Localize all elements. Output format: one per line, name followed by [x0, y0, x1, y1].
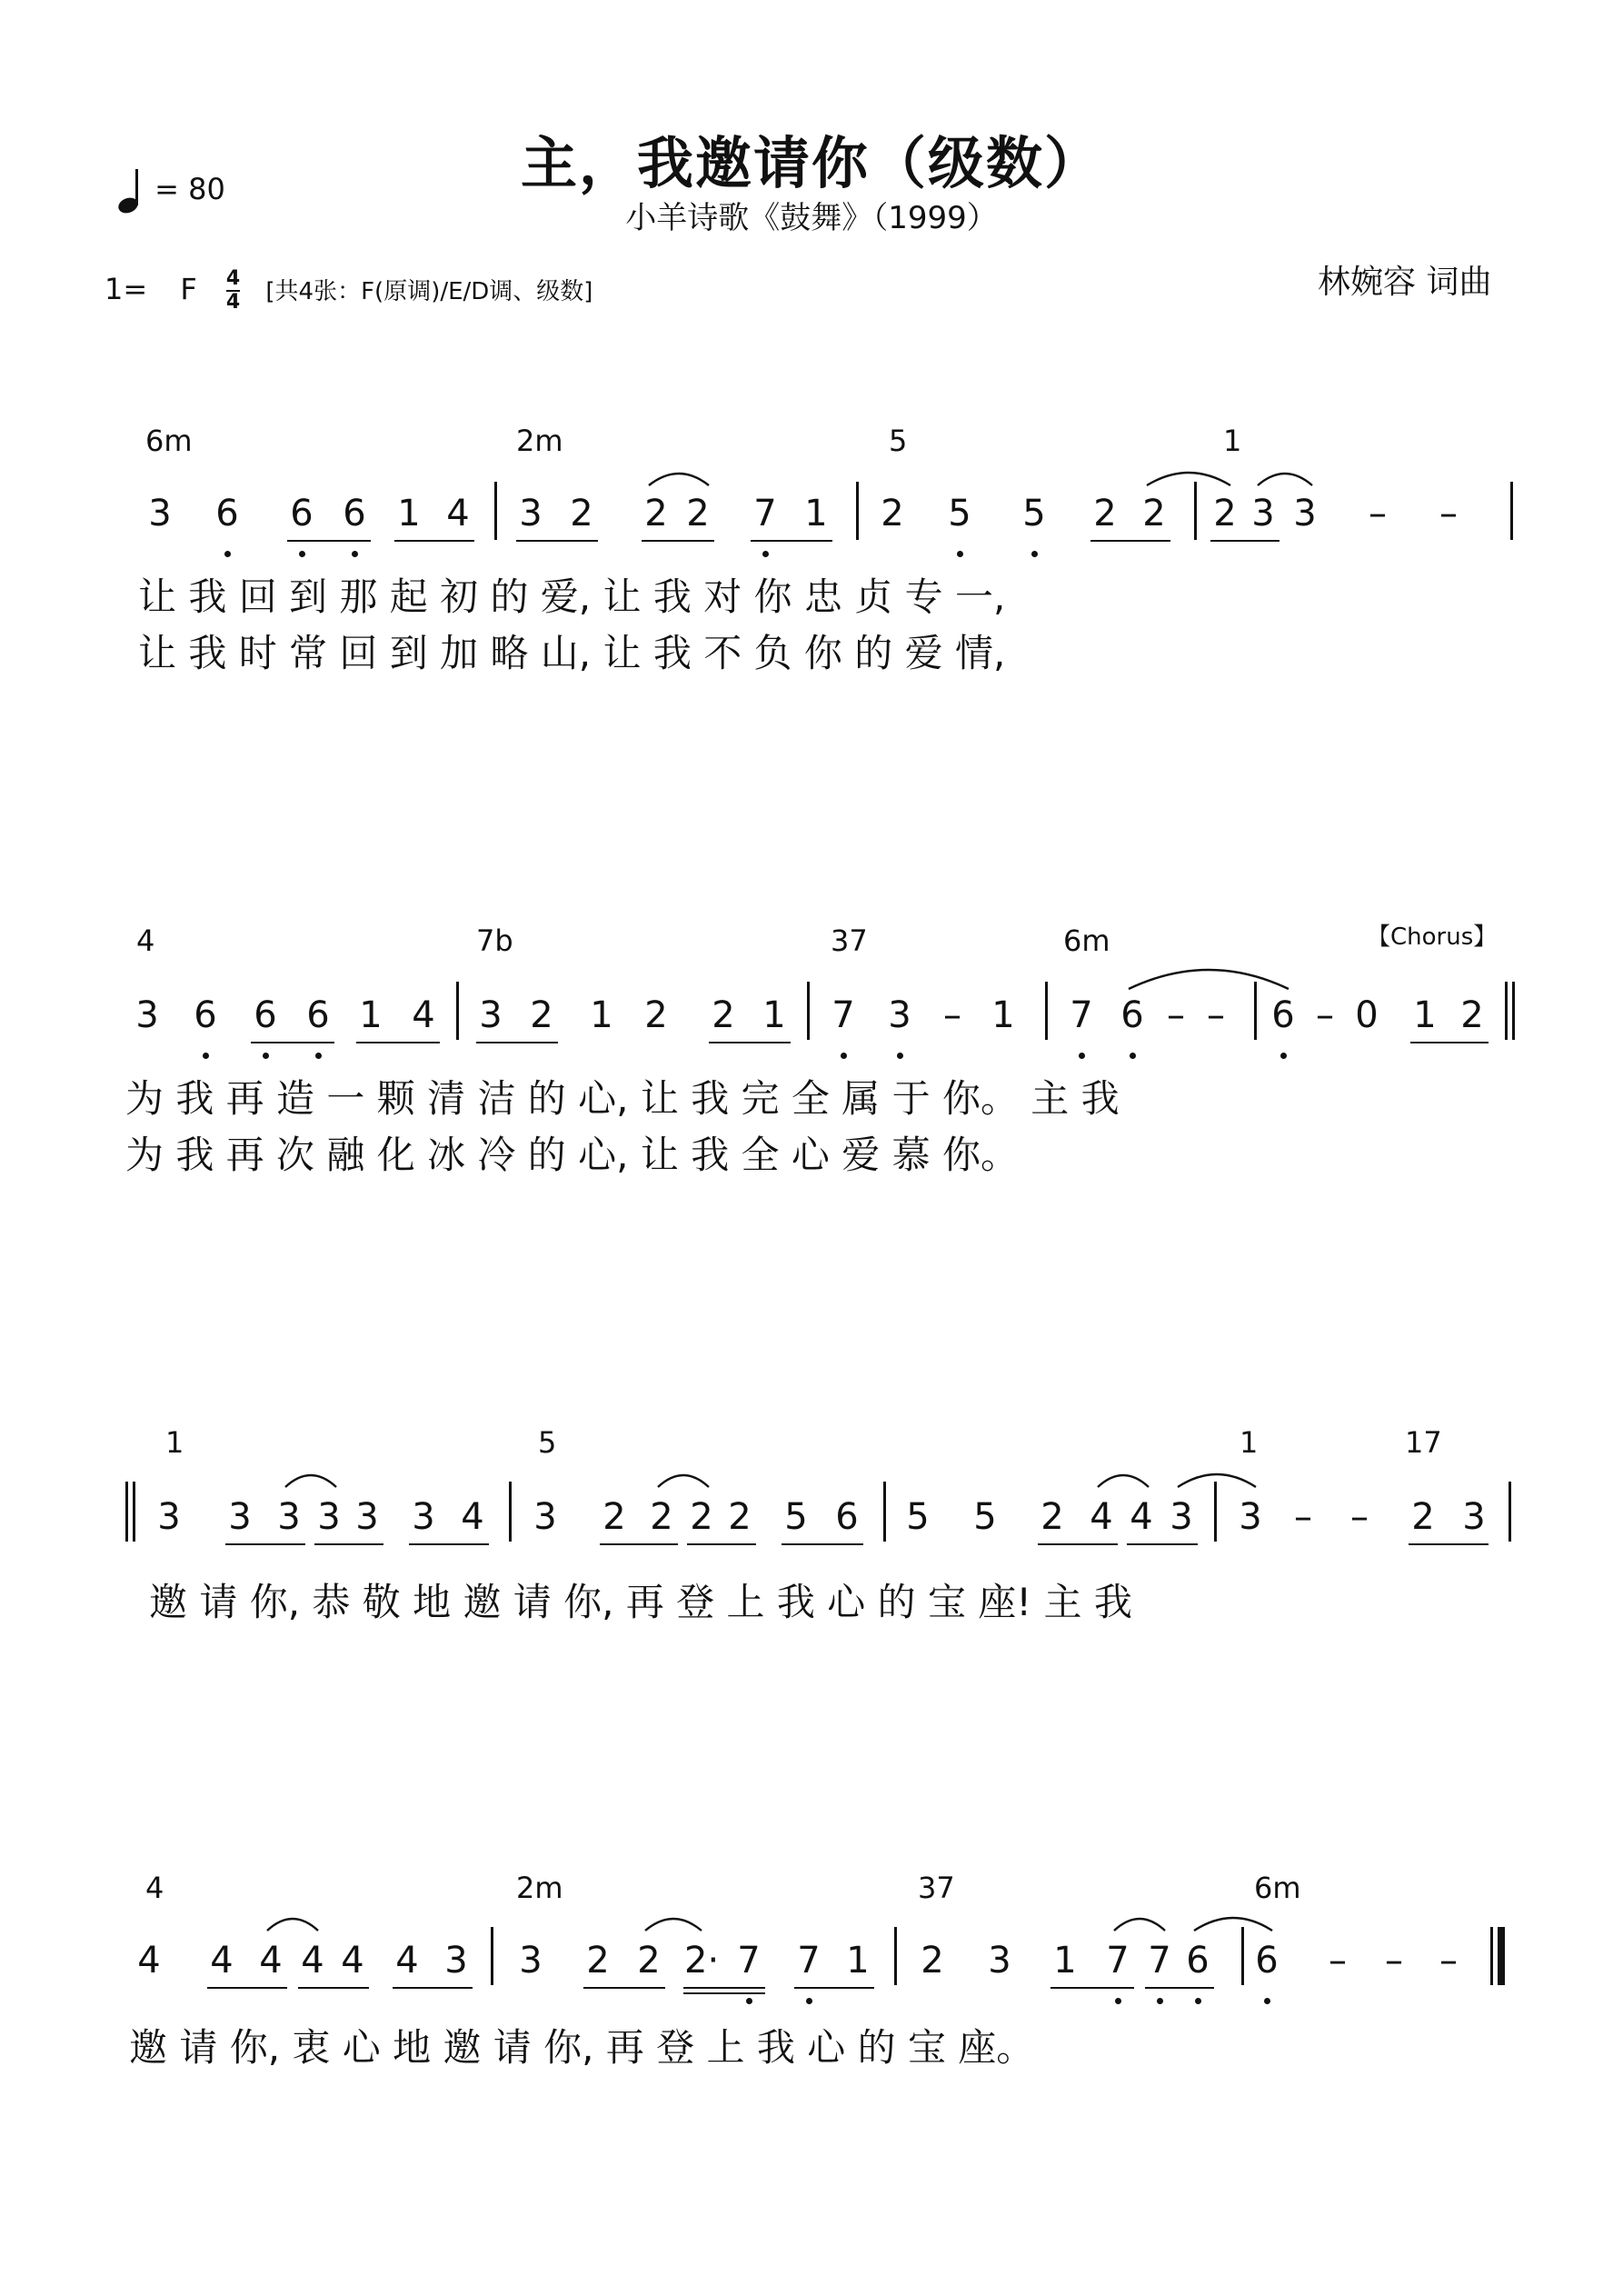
- bar-line: [1194, 482, 1197, 540]
- low-octave-dot: [897, 1053, 903, 1059]
- key-label: 1=: [105, 272, 148, 306]
- bar-line: [856, 482, 859, 540]
- note: 2: [1411, 1496, 1435, 1538]
- note: 3: [479, 994, 503, 1036]
- beam: [476, 1042, 558, 1043]
- beam: [207, 1987, 287, 1989]
- beam: [1410, 1042, 1489, 1043]
- beam: [1038, 1543, 1118, 1545]
- note: 2: [1041, 1496, 1064, 1538]
- tie: [647, 467, 711, 489]
- note: 1: [991, 994, 1015, 1036]
- note: 7: [737, 1940, 761, 1982]
- beam: [516, 540, 598, 542]
- song-title: 主，我邀请你（级数）: [520, 130, 1102, 196]
- low-octave-dot: [224, 551, 231, 557]
- note: 7: [1106, 1940, 1130, 1982]
- bar-line: [494, 482, 497, 540]
- chord: 6m: [145, 424, 193, 458]
- low-octave-dot: [762, 551, 769, 557]
- note: 4: [210, 1940, 234, 1982]
- note: 3: [157, 1496, 181, 1538]
- chord: 4: [145, 1871, 164, 1905]
- lyric-line: 为 我 再 次 融 化 冰 冷 的 心, 让 我 全 心 爱 慕 你。: [125, 1133, 1019, 1177]
- low-octave-dot: [1157, 1998, 1163, 2004]
- note: 3: [1462, 1496, 1486, 1538]
- bar-line: [1512, 982, 1515, 1040]
- beam: [1210, 540, 1279, 542]
- beam: [298, 1987, 369, 1989]
- tempo-value: = 80: [154, 172, 225, 206]
- bar-line: [125, 1482, 128, 1542]
- beam: [314, 1543, 383, 1545]
- note: 2: [637, 1940, 661, 1982]
- note: 2: [690, 1496, 713, 1538]
- chord: 17: [1405, 1425, 1442, 1460]
- bar-line: [1241, 1927, 1244, 1985]
- low-octave-dot: [746, 1998, 752, 2004]
- note: 3: [888, 994, 911, 1036]
- beam: [683, 1987, 765, 1989]
- note: 2: [644, 994, 668, 1036]
- note: 3: [519, 493, 543, 534]
- note: 2: [586, 1940, 610, 1982]
- hold-dash: –: [1439, 493, 1458, 534]
- note: 3: [988, 1940, 1011, 1982]
- note: 2: [570, 493, 593, 534]
- note: 2: [650, 1496, 673, 1538]
- note: 2: [1460, 994, 1484, 1036]
- note: 5: [973, 1496, 997, 1538]
- hold-dash: –: [1439, 1940, 1458, 1982]
- low-octave-dot: [315, 1053, 322, 1059]
- chord: 1: [165, 1425, 184, 1460]
- note: 2·: [684, 1940, 720, 1982]
- tie: [1112, 1912, 1167, 1934]
- bar-line: [894, 1927, 897, 1985]
- chorus-tag: 【Chorus】: [1367, 923, 1498, 951]
- note: 1: [804, 493, 828, 534]
- chord: 6m: [1254, 1871, 1301, 1905]
- lyric-line: 邀 请 你, 衷 心 地 邀 请 你, 再 登 上 我 心 的 宝 座。: [129, 2025, 1035, 2070]
- note: 3: [277, 1496, 301, 1538]
- quarter-note-icon: [118, 169, 145, 213]
- beam: [1050, 1987, 1134, 1989]
- song-subtitle: 小羊诗歌《鼓舞》（1999）: [625, 200, 998, 236]
- hold-dash: –: [943, 994, 961, 1036]
- beam: [794, 1987, 874, 1989]
- note: 1: [359, 994, 383, 1036]
- chord: 5: [538, 1425, 557, 1460]
- low-octave-dot: [957, 551, 963, 557]
- key-signature-line: [105, 269, 592, 313]
- beam: [393, 1987, 473, 1989]
- chord: 37: [831, 923, 868, 958]
- lyric-line: 让 我 时 常 回 到 加 略 山, 让 我 不 负 你 的 爱 情,: [138, 631, 1006, 675]
- tie: [284, 1469, 338, 1491]
- note: 7: [1070, 994, 1093, 1036]
- note: 6: [194, 994, 217, 1036]
- note: 6: [343, 493, 366, 534]
- low-octave-dot: [1031, 551, 1038, 557]
- note: 2: [644, 493, 668, 534]
- note: 7: [831, 994, 855, 1036]
- hold-dash: –: [1167, 994, 1185, 1036]
- note: 5: [1022, 493, 1046, 534]
- note: 7: [753, 493, 777, 534]
- low-octave-dot: [806, 1998, 812, 2004]
- double-beam: [683, 1992, 765, 1994]
- tie: [1176, 1469, 1258, 1491]
- note: 6: [1271, 994, 1295, 1036]
- beam: [225, 1543, 305, 1545]
- tie: [1145, 467, 1232, 489]
- note: 7: [797, 1940, 821, 1982]
- tie: [1096, 1469, 1150, 1491]
- note: 3: [317, 1496, 341, 1538]
- hold-dash: –: [1350, 1496, 1369, 1538]
- chord: 2m: [516, 1871, 563, 1905]
- note: 1: [846, 1940, 870, 1982]
- note: 6: [290, 493, 314, 534]
- note: 3: [148, 493, 172, 534]
- note: 3: [1251, 493, 1275, 534]
- beam: [409, 1543, 489, 1545]
- low-octave-dot: [1195, 1998, 1201, 2004]
- low-octave-dot: [1280, 1053, 1287, 1059]
- beam: [394, 540, 474, 542]
- note: 2: [1213, 493, 1237, 534]
- note: 3: [412, 1496, 435, 1538]
- key-name: F: [180, 272, 197, 306]
- note: 5: [906, 1496, 930, 1538]
- chord: 4: [136, 923, 155, 958]
- time-sig-bottom: 4: [225, 291, 241, 314]
- tempo-marking: [118, 169, 225, 213]
- tie: [643, 1912, 703, 1934]
- bar-line: [1505, 982, 1508, 1040]
- note: 4: [395, 1940, 419, 1982]
- note: 2: [602, 1496, 626, 1538]
- note: 3: [1239, 1496, 1262, 1538]
- chord: 6m: [1063, 923, 1110, 958]
- chord: 1: [1240, 1425, 1259, 1460]
- beam: [1145, 1987, 1214, 1989]
- low-octave-dot: [1079, 1053, 1085, 1059]
- version-note: [共4张：F(原调)/E/D调、级数]: [265, 278, 593, 305]
- hold-dash: –: [1316, 994, 1334, 1036]
- hold-dash: –: [1207, 994, 1225, 1036]
- note: 6: [306, 994, 330, 1036]
- note: 3: [519, 1940, 543, 1982]
- beam: [1127, 1543, 1198, 1545]
- hold-dash: –: [1369, 493, 1387, 534]
- low-octave-dot: [203, 1053, 209, 1059]
- note: 2: [712, 994, 735, 1036]
- bar-line: [456, 982, 459, 1040]
- note: 4: [301, 1940, 324, 1982]
- chord: 2m: [516, 424, 563, 458]
- bar-line: [1045, 982, 1048, 1040]
- note: 3: [444, 1940, 468, 1982]
- note: 2: [728, 1496, 752, 1538]
- lyric-line: 邀 请 你, 恭 敬 地 邀 请 你, 再 登 上 我 心 的 宝 座! 主 我: [149, 1580, 1132, 1624]
- chord: 1: [1223, 424, 1242, 458]
- note: 2: [881, 493, 904, 534]
- note: 2: [1093, 493, 1117, 534]
- bar-line: [1490, 1927, 1493, 1985]
- note: 4: [412, 994, 435, 1036]
- note: 2: [686, 493, 710, 534]
- note: 5: [948, 493, 971, 534]
- note: 2: [1142, 493, 1166, 534]
- note: 4: [259, 1940, 283, 1982]
- time-sig-top: 4: [225, 267, 241, 290]
- beam: [583, 1987, 665, 1989]
- hold-dash: –: [1329, 1940, 1347, 1982]
- note: 6: [835, 1496, 859, 1538]
- note: 2: [921, 1940, 944, 1982]
- beam: [1409, 1543, 1489, 1545]
- beam: [687, 1543, 756, 1545]
- note: 4: [1130, 1496, 1153, 1538]
- bar-line: [509, 1482, 512, 1542]
- beam: [251, 1042, 334, 1043]
- lyric-line: 为 我 再 造 一 颗 清 洁 的 心, 让 我 完 全 属 于 你。 主 我: [125, 1076, 1120, 1121]
- hold-dash: –: [1294, 1496, 1312, 1538]
- author: 林婉容 词曲: [1318, 264, 1492, 301]
- note: 4: [137, 1940, 161, 1982]
- note: 6: [1255, 1940, 1279, 1982]
- note: 6: [1120, 994, 1144, 1036]
- beam: [1090, 540, 1170, 542]
- note: 3: [135, 994, 159, 1036]
- low-octave-dot: [299, 551, 305, 557]
- hold-dash: –: [1385, 1940, 1403, 1982]
- note: 1: [762, 994, 786, 1036]
- note: 3: [1293, 493, 1317, 534]
- chord: 7b: [476, 923, 513, 958]
- bar-line: [1508, 1482, 1511, 1542]
- note: 0: [1355, 994, 1379, 1036]
- note: 6: [215, 493, 239, 534]
- tie: [1256, 467, 1314, 489]
- note: 5: [784, 1496, 808, 1538]
- final-bar-line: [1498, 1927, 1505, 1985]
- tie: [265, 1912, 320, 1934]
- tie: [656, 1469, 711, 1491]
- note: 1: [1053, 1940, 1077, 1982]
- note: 3: [228, 1496, 252, 1538]
- low-octave-dot: [263, 1053, 269, 1059]
- note: 4: [1090, 1496, 1113, 1538]
- note: 4: [461, 1496, 484, 1538]
- low-octave-dot: [1115, 1998, 1121, 2004]
- chord: 5: [889, 424, 908, 458]
- note: 7: [1148, 1940, 1171, 1982]
- bar-line: [807, 982, 810, 1040]
- bar-line: [133, 1482, 135, 1542]
- beam: [600, 1543, 678, 1545]
- beam: [287, 540, 371, 542]
- beam: [356, 1042, 440, 1043]
- note: 3: [1170, 1496, 1193, 1538]
- bar-line: [1510, 482, 1513, 540]
- low-octave-dot: [841, 1053, 847, 1059]
- low-octave-dot: [1130, 1053, 1136, 1059]
- time-signature: [226, 269, 240, 313]
- low-octave-dot: [1264, 1998, 1270, 2004]
- note: 1: [397, 493, 421, 534]
- beam: [642, 540, 714, 542]
- note: 3: [533, 1496, 557, 1538]
- note: 3: [355, 1496, 379, 1538]
- tie: [1127, 965, 1290, 993]
- low-octave-dot: [352, 551, 358, 557]
- bar-line: [883, 1482, 886, 1542]
- beam: [709, 1042, 791, 1043]
- beam: [782, 1543, 863, 1545]
- lyric-line: 让 我 回 到 那 起 初 的 爱, 让 我 对 你 忠 贞 专 一,: [138, 574, 1006, 619]
- chord: 37: [918, 1871, 955, 1905]
- note: 4: [341, 1940, 364, 1982]
- tie: [1192, 1912, 1274, 1934]
- bar-line: [491, 1927, 493, 1985]
- beam: [751, 540, 832, 542]
- note: 6: [254, 994, 277, 1036]
- note: 2: [530, 994, 553, 1036]
- note: 6: [1186, 1940, 1210, 1982]
- note: 1: [1413, 994, 1437, 1036]
- note: 1: [590, 994, 613, 1036]
- note: 4: [446, 493, 470, 534]
